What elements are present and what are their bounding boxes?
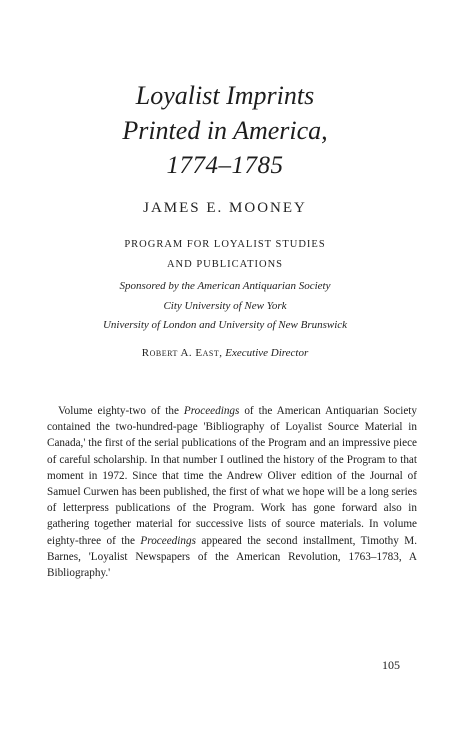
- sponsor-line-1: Sponsored by the American Antiquarian Society: [119, 280, 331, 292]
- body-segment-3: appeared the second installment, Timothy M. Barnes, 'Loyalist Newspapers of the American Revolution, 1763–1783, A Bibliography.': [47, 534, 417, 580]
- director-name: Robert A. East,: [141, 347, 223, 359]
- body-segment-1: Volume eighty-two of the: [58, 405, 184, 417]
- director-line: [0, 347, 450, 359]
- sponsors-block: [0, 277, 450, 336]
- title-line-2: Printed in America,: [122, 116, 328, 145]
- sponsor-line-3: University of London and University of New Brunswick: [102, 319, 348, 331]
- proceedings-title-2: Proceedings: [140, 534, 196, 547]
- body-paragraph: [47, 403, 417, 581]
- program-line-1: PROGRAM FOR LOYALIST STUDIES: [124, 239, 326, 250]
- proceedings-title-1: Proceedings: [183, 405, 240, 417]
- director-role: Executive Director: [225, 347, 309, 359]
- sponsor-line-2: City University of New York: [163, 299, 287, 312]
- page-number: 105: [382, 658, 400, 672]
- paragraph: [47, 403, 417, 581]
- program-heading: [0, 235, 450, 275]
- title-line-3: 1774–1785: [166, 152, 284, 179]
- program-line-2: AND PUBLICATIONS: [166, 259, 284, 270]
- title-line-1: Loyalist Imprints: [135, 81, 315, 110]
- body-segment-2: of the American Antiquarian Society contained the two-hundred-page 'Bibliography of Loyalist Source Material in Canada,' the first of the serial publications of the Program and an impressive piece of careful scholarship. In that number I outlined the history of the Program to that moment in 1972. Since that time the Andrew Oliver edition of the Journal of Samuel Curwen has been published, the first of what we hope will be a long series of letterpress publications of the Program. Work has gone forward also in gathering together material for successive lists of source materials. In volume eighty-three of the: [47, 405, 417, 547]
- article-title: [0, 78, 450, 183]
- author-name: JAMES E. MOONEY: [143, 200, 307, 216]
